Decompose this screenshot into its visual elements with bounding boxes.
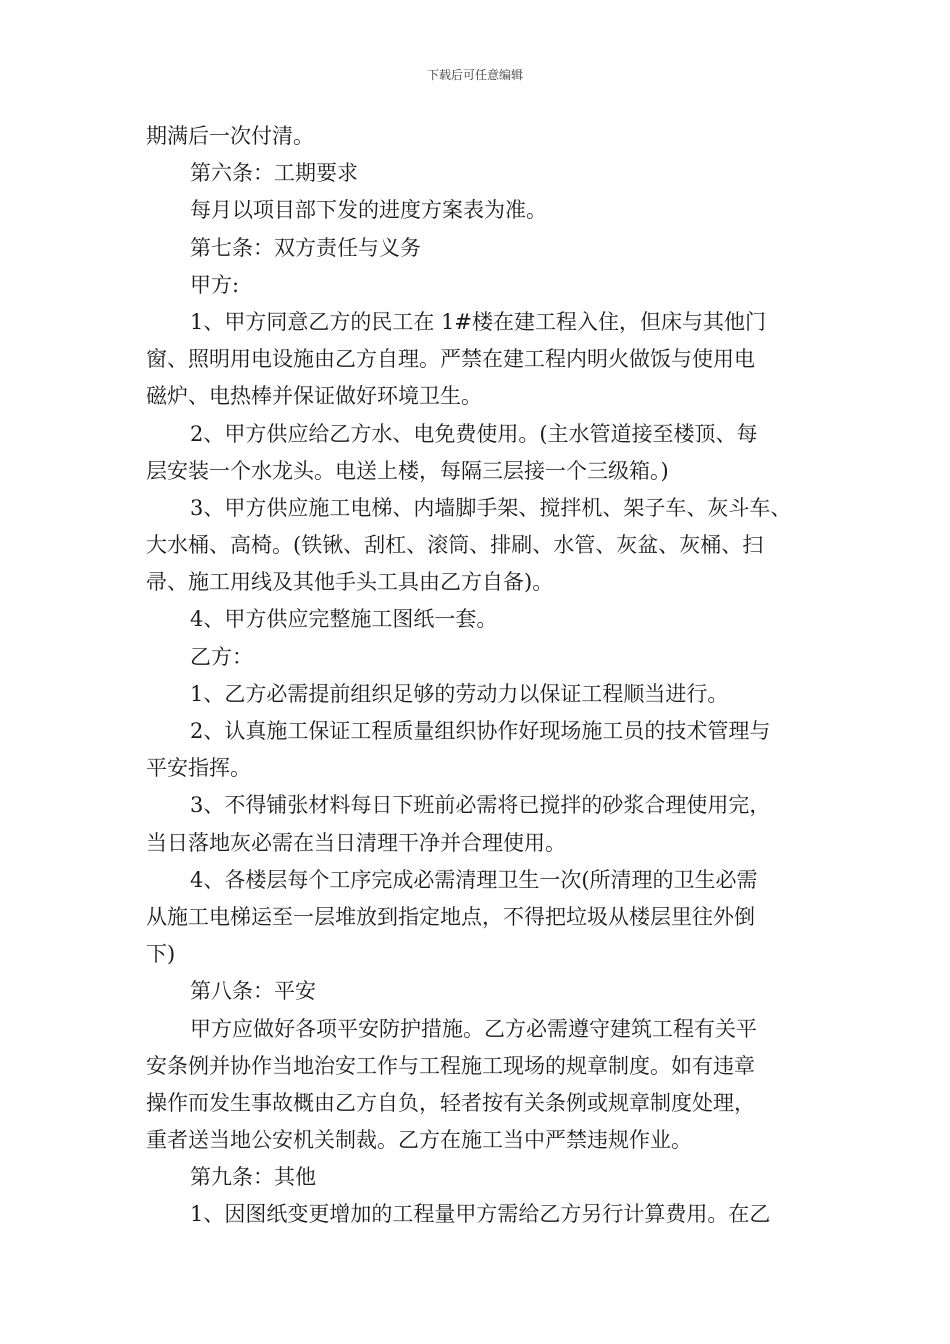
document-line: 第八条：平安 — [190, 979, 316, 1004]
document-line: 安条例并协作当地治安工作与工程施工现场的规章制度。如有违章 — [146, 1053, 755, 1078]
document-line: 操作而发生事故概由乙方自负，轻者按有关条例或规章制度处理， — [146, 1090, 755, 1115]
document-line: 重者送当地公安机关制裁。乙方在施工当中严禁违规作业。 — [146, 1128, 692, 1153]
document-line: 帚、施工用线及其他手头工具由乙方自备)。 — [146, 570, 554, 595]
document-line: 2、认真施工保证工程质量组织协作好现场施工员的技术管理与 — [190, 719, 771, 743]
document-line: 3、甲方供应施工电梯、内墙脚手架、搅拌机、架子车、灰斗车、 — [190, 495, 792, 520]
document-line: 期满后一次付清。 — [146, 124, 314, 148]
document-line: 当日落地灰必需在当日清理干净并合理使用。 — [146, 830, 566, 855]
document-line: 乙方： — [190, 644, 253, 669]
page-header-note: 下载后可任意编辑 — [426, 68, 523, 82]
document-line: 第七条：双方责任与义务 — [190, 235, 421, 260]
document-line: 每月以项目部下发的进度方案表为准。 — [190, 198, 547, 223]
document-line: 甲方: — [190, 272, 240, 297]
document-line: 磁炉、电热棒并保证做好环境卫生。 — [146, 384, 482, 409]
document-line: 窗、照明用电设施由乙方自理。严禁在建工程内明火做饭与使用电 — [146, 347, 755, 372]
document-line: 层安装一个水龙头。电送上楼，每隔三层接一个三级箱。) — [146, 458, 669, 483]
document-line: 1、甲方同意乙方的民工在 1#楼在建工程入住，但床与其他门 — [190, 309, 766, 334]
document-line: 平安指挥。 — [146, 756, 251, 781]
document-line: 第九条：其他 — [190, 1165, 316, 1190]
document-body — [146, 118, 818, 1234]
document-line: 大水桶、高椅。(铁锹、刮杠、滚筒、排刷、水管、灰盆、灰桶、扫 — [146, 533, 764, 558]
document-line: 下) — [146, 942, 176, 967]
document-line: 4、甲方供应完整施工图纸一套。 — [190, 607, 498, 632]
document-line: 4、各楼层每个工序完成必需清理卫生一次(所清理的卫生必需 — [190, 867, 758, 892]
document-line: 第六条：工期要求 — [190, 161, 358, 186]
document-line: 3、不得铺张材料每日下班前必需将已搅拌的砂浆合理使用完， — [190, 793, 771, 818]
document-line: 1、乙方必需提前组织足够的劳动力以保证工程顺当进行。 — [190, 681, 729, 706]
document-line: 从施工电梯运至一层堆放到指定地点，不得把垃圾从楼层里往外倒 — [146, 904, 755, 929]
document-line: 2、甲方供应给乙方水、电免费使用。(主水管道接至楼顶、每 — [190, 421, 758, 446]
document-line: 1、因图纸变更增加的工程量甲方需给乙方另行计算费用。在乙 — [190, 1202, 771, 1227]
document-line: 甲方应做好各项平安防护措施。乙方必需遵守建筑工程有关平 — [190, 1016, 757, 1041]
